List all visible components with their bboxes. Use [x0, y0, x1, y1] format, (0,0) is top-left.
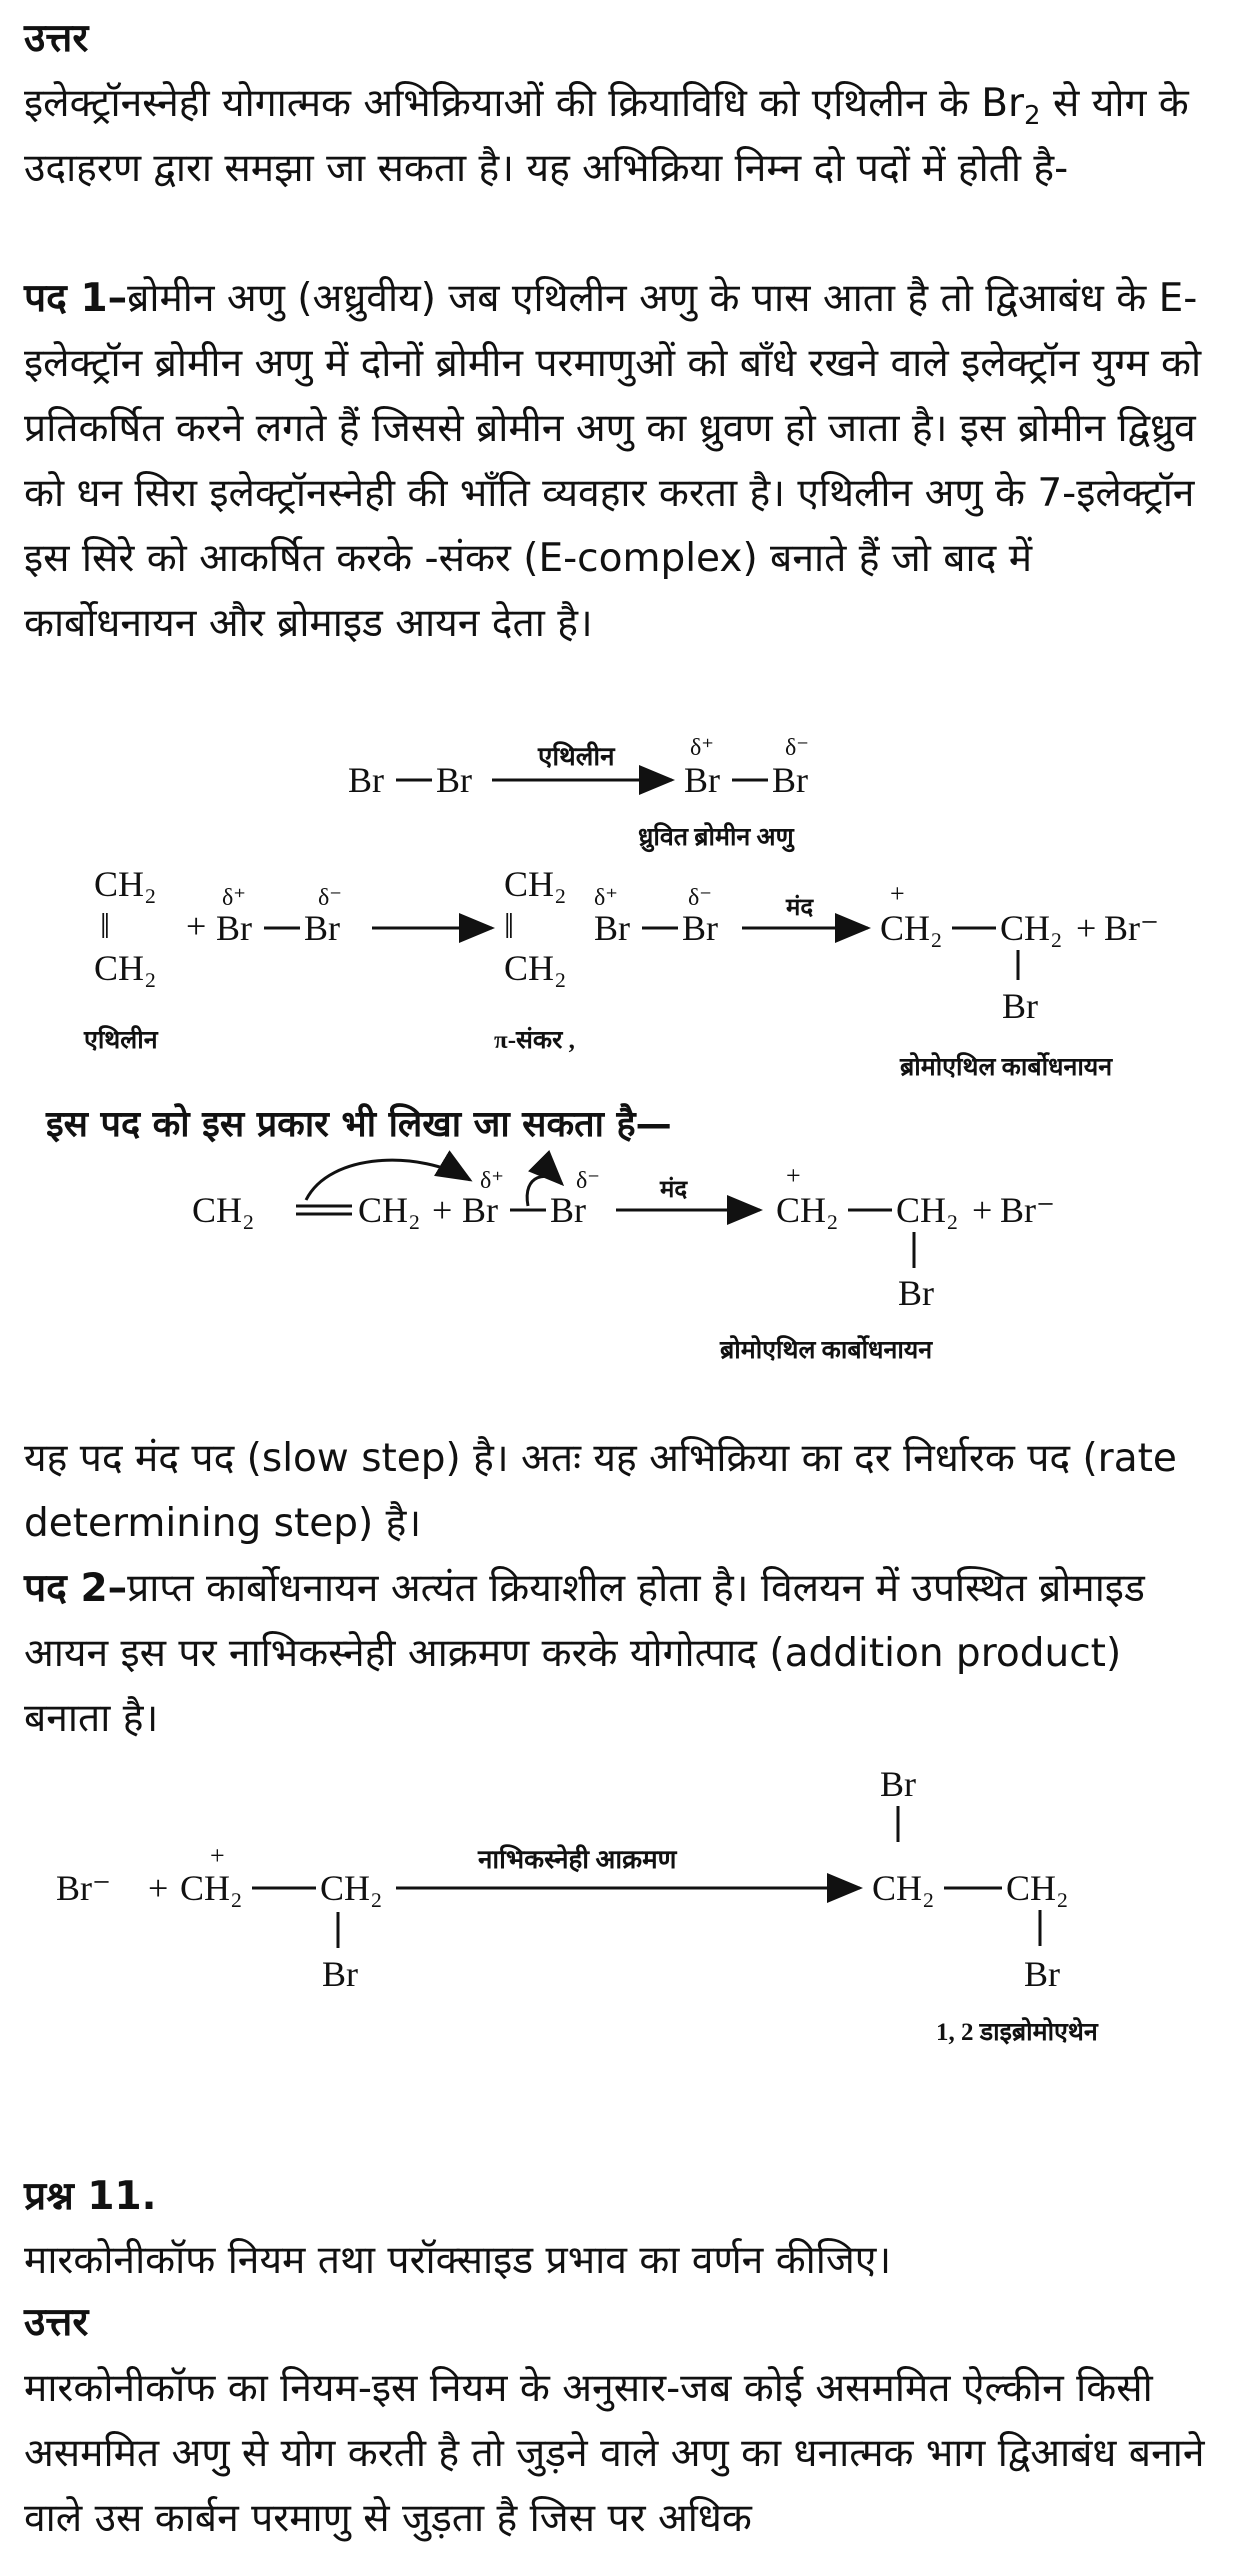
br-pi-b: Br [682, 908, 718, 948]
arrow-label: एथिलीन [538, 742, 615, 771]
step1-paragraph [24, 266, 1214, 656]
br-polar-right: Br [772, 760, 808, 800]
carbocation-ch2-br: CH₂ [896, 1190, 959, 1230]
alkene-ch2-right: CH₂ [358, 1190, 421, 1230]
bromine-polarization-figure [0, 720, 1245, 860]
bromide-ion: Br⁻ [56, 1868, 112, 1908]
carbocation-br: Br [898, 1273, 934, 1313]
carbocation-ch2: CH₂ [880, 908, 943, 948]
br-a: Br [462, 1190, 498, 1230]
plus-sign: + [148, 1868, 169, 1908]
intro-text-rest: से योग के उदाहरण द्वारा समझा जा सकता है। यह अभिक्रिया निम्न दो पदों में होती है- [24, 81, 1189, 191]
carbocation-br: Br [322, 1954, 358, 1994]
nucleophilic-attack-figure [0, 1750, 1245, 2080]
ethylene-label: एथिलीन [84, 1027, 158, 1054]
plus-sign-2: + [972, 1190, 993, 1230]
slow-label: मंद [660, 1177, 688, 1203]
product-ch2-right: CH₂ [1006, 1868, 1069, 1908]
carbocation-plus: + [786, 1161, 801, 1190]
delta-minus-pi: δ⁻ [688, 885, 712, 911]
carbocation-ch2: CH₂ [180, 1868, 243, 1908]
ethylene-double-bond: ‖ [100, 906, 111, 946]
br-right: Br [436, 760, 472, 800]
answer2-heading: उत्तर [24, 2300, 89, 2345]
intro-text: इलेक्ट्रॉनस्नेही योगात्मक अभिक्रियाओं की क्रियाविधि को एथिलीन के Br [24, 81, 1025, 126]
delta-minus: δ⁻ [318, 885, 342, 911]
alkene-ch2-left: CH₂ [192, 1190, 255, 1230]
carbocation-ch2-br: CH₂ [1000, 908, 1063, 948]
figure1-caption: ध्रुवित ब्रोमीन अणु [638, 824, 794, 851]
bromide-ion: Br⁻ [1000, 1190, 1056, 1230]
plus-sign: + [432, 1190, 453, 1230]
pi-complex-label: π-संकर , [494, 1027, 575, 1054]
product-br-bottom: Br [1024, 1954, 1060, 1994]
bromoethyl-carbocation-label: ब्रोमोएथिल कार्बोधनायन [900, 1054, 1113, 1081]
answer2-text: मारकोनीकॉफ का नियम-इस नियम के अनुसार-जब कोई असममित ऐल्कीन किसी असममित अणु से योग करती है तो जुड़ने वाले अणु का धनात्मक भाग द्विआबंध बनाने वाले उस कार्बन परमाणु से जुड़ता है जिस पर अधिक [24, 2366, 1205, 2541]
carbocation-plus: + [210, 1841, 225, 1870]
intro-paragraph [24, 71, 1214, 201]
intro-subscript: 2 [1024, 101, 1041, 131]
carbocation-ch2: CH₂ [776, 1190, 839, 1230]
pi-complex-figure [0, 860, 1245, 1100]
br-left: Br [348, 760, 384, 800]
question-number: प्रश्न 11. [24, 2174, 157, 2219]
carbocation-ch2-br: CH₂ [320, 1868, 383, 1908]
nucleophilic-attack-label: नाभिकस्नेही आक्रमण [478, 1845, 677, 1874]
answer-heading: उत्तर [24, 16, 89, 61]
delta-plus: δ⁺ [222, 885, 246, 911]
plus-sign-2: + [1076, 908, 1097, 948]
ethylene-ch2-top: CH₂ [94, 864, 157, 904]
slow-label: मंद [786, 895, 814, 921]
bromide-ion: Br⁻ [1104, 908, 1160, 948]
alt-mechanism-figure [0, 1150, 1245, 1380]
bromoethyl-carbocation-label: ब्रोमोएथिल कार्बोधनायन [720, 1337, 933, 1364]
carbocation-br: Br [1002, 986, 1038, 1026]
dibromoethane-label: 1, 2 डाइब्रोमोएथेन [936, 2019, 1098, 2046]
pi-ch2-top: CH₂ [504, 864, 567, 904]
product-br-top: Br [880, 1764, 916, 1804]
delta-minus: δ⁻ [785, 735, 809, 761]
br-polar-left: Br [684, 760, 720, 800]
product-ch2-left: CH₂ [872, 1868, 935, 1908]
delta-plus: δ⁺ [690, 735, 714, 761]
br-b: Br [550, 1190, 586, 1230]
br-a: Br [216, 908, 252, 948]
plus-sign: + [186, 906, 207, 946]
step1-label: पद 1– [24, 276, 128, 321]
question-text: मारकोनीकॉफ नियम तथा परॉक्साइड प्रभाव का वर्णन कीजिए। [24, 2238, 892, 2283]
delta-plus-pi: δ⁺ [594, 885, 618, 911]
alt-representation-heading: इस पद को इस प्रकार भी लिखा जा सकता है— [46, 1104, 672, 1145]
delta-minus: δ⁻ [576, 1168, 600, 1194]
pi-ch2-bottom: CH₂ [504, 948, 567, 988]
step2-label: पद 2– [24, 1566, 128, 1611]
br-b: Br [304, 908, 340, 948]
step1-text: ब्रोमीन अणु (अध्रुवीय) जब एथिलीन अणु के पास आता है तो द्विआबंध के E-इलेक्ट्रॉन ब्रोमीन अणु में दोनों ब्रोमीन परमाणुओं को बाँधे रखने वाले इलेक्ट्रॉन युग्म को प्रतिकर्षित करने लगते हैं जिससे ब्रोमीन अणु का ध्रुवण हो जाता है। इस ब्रोमीन द्विध्रुव को धन सिरा इलेक्ट्रॉनस्नेही की भाँति व्यवहार करता है। एथिलीन अणु के 7-इलेक्ट्रॉन इस सिरे को आकर्षित करके -संकर (E-complex) बनाते हैं जो बाद में कार्बोधनायन और ब्रोमाइड आयन देता है। [24, 276, 1202, 646]
step2-paragraph [24, 1556, 1214, 1751]
delta-plus: δ⁺ [480, 1168, 504, 1194]
carbocation-plus: + [890, 879, 905, 908]
pi-double-bond: ‖ [504, 906, 515, 946]
br-pi-a: Br [594, 908, 630, 948]
ethylene-ch2-bottom: CH₂ [94, 948, 157, 988]
slow-step-paragraph: यह पद मंद पद (slow step) है। अतः यह अभिक्रिया का दर निर्धारक पद (rate determining step) है। [24, 1436, 1177, 1546]
step2-text: प्राप्त कार्बोधनायन अत्यंत क्रियाशील होता है। विलयन में उपस्थित ब्रोमाइड आयन इस पर नाभिकस्नेही आक्रमण करके योगोत्पाद (addition product) बनाता है। [24, 1566, 1145, 1741]
